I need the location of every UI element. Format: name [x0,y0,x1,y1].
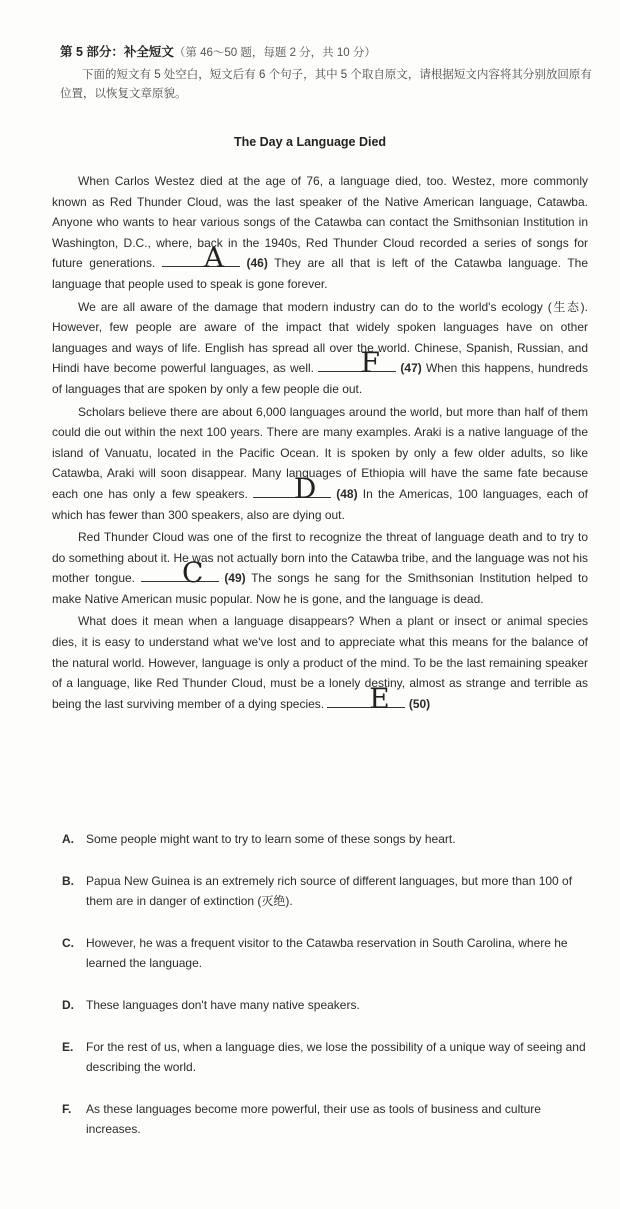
paragraph-4 [52,527,588,609]
paragraph-2-text-b: When this happens, hundreds of languages that are spoken by only a few people die out. [52,361,588,396]
handwritten-answer-47: F [360,346,380,380]
handwritten-answer-49: C [181,556,204,590]
section-part-label: 第 5 部分：补全短文 [60,45,174,59]
section-header [60,44,600,62]
paragraph-1-text-a: When Carlos Westez died at the age of 76, a language died, too. Westez, more commonly known as Red Thunder Cloud, was the last speaker of the Native American language, Catawba. Anyone who wants to hear various songs of the Catawba can contact the Smithsonian Institution in Washington, D.C., where, back in the 1940s, Red Thunder Cloud recorded a series of songs for future generations. [52,174,588,271]
passage-body [52,171,588,716]
paragraph-4-text-b: The songs he sang for the Smithsonian Institution helped to make Native American music popular. Now he is gone, and the language is dead. [52,571,588,606]
option-text: These languages don't have many native speakers. [86,998,360,1012]
paragraph-2 [52,297,588,400]
handwritten-answer-46: A [203,241,225,275]
question-number-50: (50) [408,696,431,711]
option-b [62,871,592,911]
blank-47 [318,346,396,380]
option-letter: E. [62,1040,74,1054]
option-letter: D. [62,998,74,1012]
passage-title: The Day a Language Died [233,135,387,149]
paragraph-1-text-b: They are all that is left of the Catawba language. The language that people used to speak is gone forever. [52,256,588,291]
option-text: For the rest of us, when a language dies, we lose the possibility of a unique way of seeing and describing the world. [86,1040,586,1074]
paragraph-5 [52,611,588,714]
option-text: However, he was a frequent visitor to the Catawba reservation in South Carolina, where he learned the language. [86,936,568,970]
paragraph-4-text-a: Red Thunder Cloud was one of the first to recognize the threat of language death and to try to do something about it. He was not actually born into the Catawba tribe, and the language was not his mother tongue. [52,530,588,586]
paragraph-3-text-a: Scholars believe there are about 6,000 languages around the world, but more than half of them could die out within the next 100 years. There are many examples. Araki is a native language of the island of Vanuatu, located in the Pacific Ocean. It is spoken by only a few older adults, so like Catawba, Araki will soon disappear. Many languages of Ethiopia will have the same fate because each one has only a few speakers. [52,404,588,501]
handwritten-answer-50: E [369,681,390,715]
option-a [62,829,592,849]
handwritten-answer-48: D [293,471,317,505]
option-d [62,995,592,1015]
option-c [62,933,592,973]
paragraph-3-text-b: In the Americas, 100 languages, each of which has fewer than 300 speakers, also are dying out. [52,486,588,522]
answer-options [62,829,592,1161]
blank-49 [141,556,219,590]
blank-46 [162,241,240,275]
option-text: As these languages become more powerful, their use as tools of business and culture increases. [86,1102,541,1136]
paragraph-3 [52,402,588,526]
question-number-48: (48) [336,486,358,501]
paragraph-5-text-a: What does it mean when a language disappears? When a plant or insect or animal species dies, it is easy to understand what we've lost and to appreciate what this means for the balance of the natural world. However, language is only a product of the mind. To be the last remaining speaker of a language, like Red Thunder Cloud, must be a lonely destiny, almost as strange and terrible as being the last surviving member of a dying species. [52,614,588,711]
option-letter: B. [62,874,74,888]
question-number-46: (46) [246,256,268,271]
option-text: Papua New Guinea is an extremely rich source of different languages, but more than 100 of them are in danger of extinction (灭绝). [86,874,573,908]
section-score-note: （第 46～50 题，每题 2 分，共 10 分） [173,47,376,59]
question-number-47: (47) [400,361,422,376]
section-instruction: 下面的短文有 5 处空白，短文后有 6 个句子，其中 5 个取自原文，请根据短文内容将其分别放回原有位置，以恢复文章原貌。 [60,69,592,100]
option-letter: F. [62,1102,72,1116]
option-letter: C. [62,936,74,950]
question-number-49: (49) [224,571,246,586]
blank-48 [253,471,331,505]
option-e [62,1037,592,1077]
option-letter: A. [62,832,74,846]
option-text: Some people might want to try to learn some of these songs by heart. [86,832,456,846]
blank-50 [327,681,405,715]
option-f [62,1099,592,1139]
paragraph-1 [52,171,588,295]
paragraph-2-text-a: We are all aware of the damage that modern industry can do to the world's ecology (生态). However, few people are aware of the impact that widely spoken languages have on other languages and ways of life. English has spread all over the world. Chinese, Spanish, Russian, and Hindi have become powerful languages, as well. [52,299,588,376]
